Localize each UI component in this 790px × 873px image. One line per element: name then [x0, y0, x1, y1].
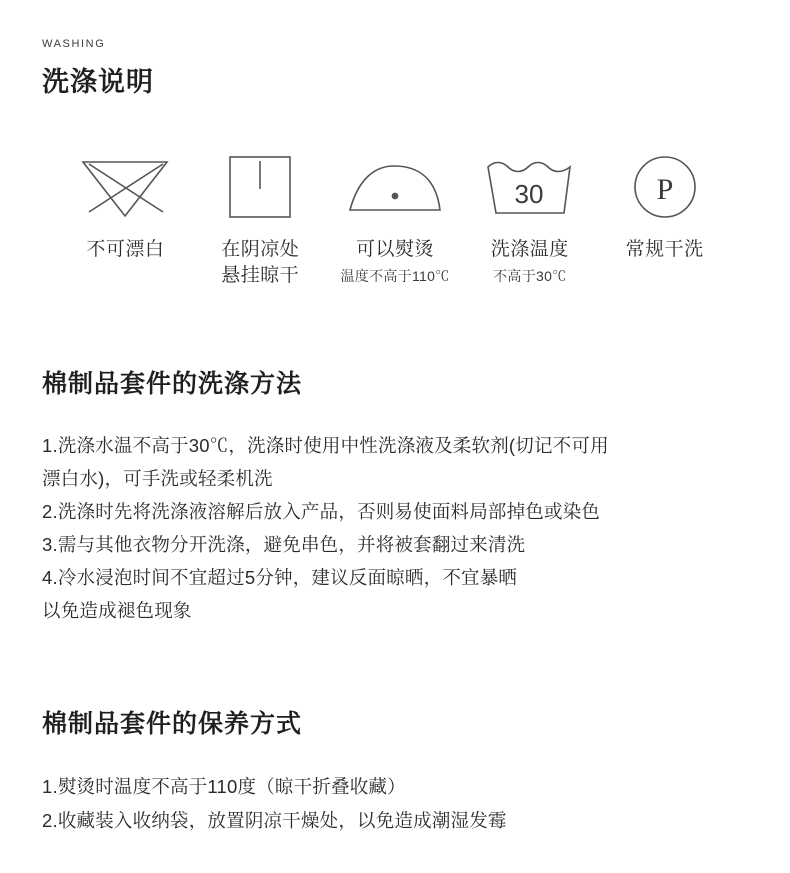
page-title: 洗涤说明	[42, 67, 154, 97]
iron-allowed-icon	[328, 147, 463, 229]
body-line: 2.收藏装入收纳袋，放置阴凉干燥处，以免造成潮湿发霉	[42, 810, 507, 832]
section-title: 棉制品套件的洗涤方法	[42, 370, 303, 399]
wash-temp-badge-text: 30	[514, 179, 544, 209]
body-line: 2.洗涤时先将洗涤液溶解后放入产品，否则易使面料局部掉色或染色	[42, 501, 601, 523]
care-symbol-line-dry-shade	[193, 147, 328, 292]
care-symbol-label: 不可漂白	[86, 239, 165, 260]
care-symbol-label: 洗涤温度	[490, 239, 569, 260]
section-body	[42, 430, 748, 628]
section-maintenance	[42, 704, 748, 838]
section-body	[42, 770, 748, 838]
body-line: 1.洗涤水温不高于30℃，洗涤时使用中性洗涤液及柔软剂(切记不可用	[42, 435, 609, 457]
body-line: 1.熨烫时温度不高于110度（晾干折叠收藏）	[42, 775, 406, 797]
wash-temperature-icon	[462, 147, 597, 229]
care-symbol-label: 常规干洗	[625, 239, 704, 260]
body-line: 4.冷水浸泡时间不宜超过5分钟，建议反面晾晒，不宜暴晒	[42, 566, 518, 588]
care-symbol-row	[58, 147, 732, 292]
no-bleach-icon	[58, 147, 193, 229]
body-line: 以免造成褪色现象	[42, 599, 192, 621]
care-symbol-sub: 不高于30℃	[493, 267, 567, 284]
dry-clean-badge-text: P	[656, 173, 673, 206]
care-symbol-label	[193, 237, 328, 288]
care-symbol-label: 可以熨烫	[355, 239, 434, 260]
line-dry-in-shade-icon	[193, 147, 328, 229]
care-symbol-wash-temp	[462, 147, 597, 286]
care-symbol-iron	[328, 147, 463, 286]
dry-clean-p-icon	[597, 147, 732, 229]
eyebrow-label: WASHING	[42, 38, 106, 50]
care-symbol-label-line1: 在阴凉处	[221, 239, 300, 260]
section-washing-method	[42, 364, 748, 628]
section-title: 棉制品套件的保养方式	[42, 709, 303, 738]
care-symbol-dry-clean	[597, 147, 732, 267]
care-symbol-no-bleach	[58, 147, 193, 267]
body-line: 漂白水)，可手洗或轻柔机洗	[42, 468, 273, 490]
care-symbol-label-line2: 悬挂晾干	[221, 264, 300, 286]
body-line: 3.需与其他衣物分开洗涤，避免串色，并将被套翻过来清洗	[42, 534, 526, 556]
care-symbol-sub: 温度不高于110℃	[340, 267, 450, 284]
